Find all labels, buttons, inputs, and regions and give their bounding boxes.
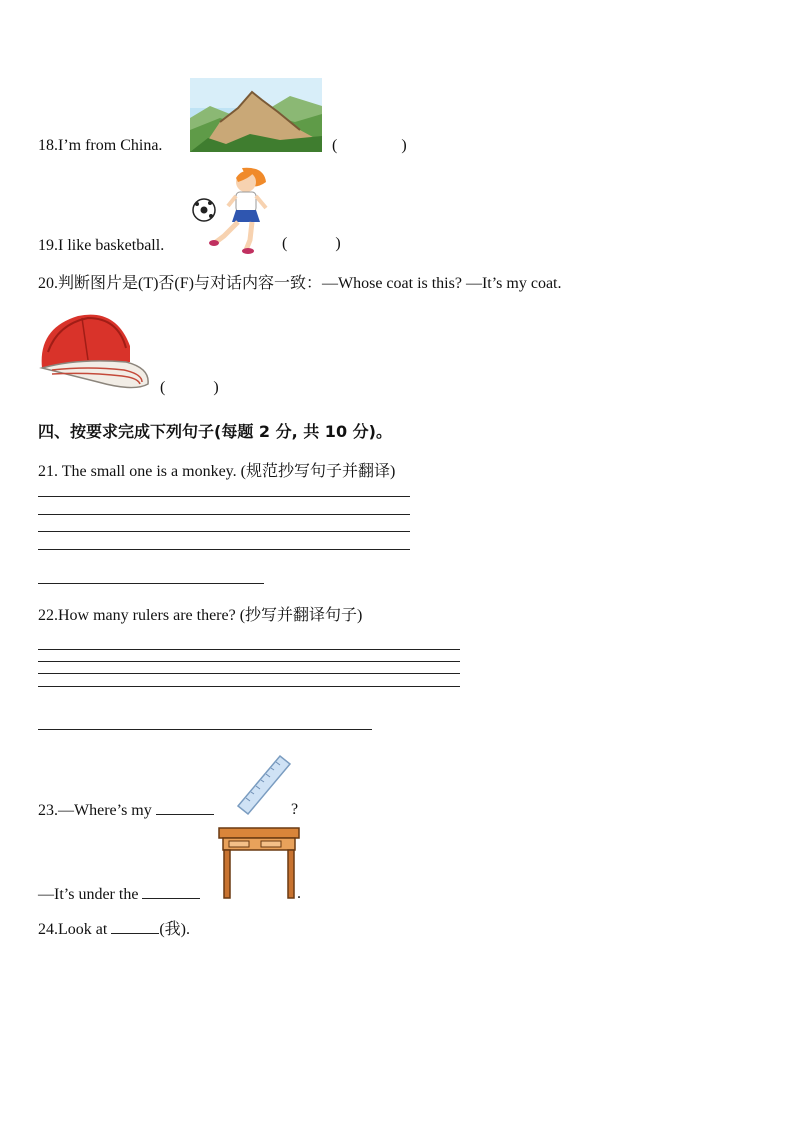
section-4-heading: 四、按要求完成下列句子(每题 2 分, 共 10 分)。 [38, 422, 392, 441]
q22-writing-line[interactable] [38, 649, 460, 650]
q23-line1 [38, 800, 214, 821]
q23-period: . [297, 885, 301, 902]
q21-writing-line[interactable] [38, 531, 410, 532]
q21-text: 21. The small one is a monkey. (规范抄写句子并翻译) [38, 463, 396, 480]
red-cap-image [38, 312, 152, 392]
q23-question-mark: ? [291, 801, 299, 818]
q24-prefix: 24.Look at [38, 921, 108, 938]
q21-writing-line[interactable] [38, 549, 410, 550]
q18-answer-bracket[interactable]: ( ) [332, 137, 407, 154]
q22-writing-line[interactable] [38, 686, 460, 687]
girl-football-image [190, 166, 272, 254]
ruler-image [232, 754, 294, 814]
q22-writing-line[interactable] [38, 661, 460, 662]
q22-translation-line[interactable] [38, 729, 372, 730]
q24-line [38, 919, 190, 940]
q22-text: 22.How many rulers are there? (抄写并翻译句子) [38, 607, 363, 624]
q21-writing-line[interactable] [38, 514, 410, 515]
q22-writing-line[interactable] [38, 673, 460, 674]
q23-blank-2[interactable] [142, 884, 200, 899]
q23-question-prefix: 23.—Where’s my [38, 802, 152, 819]
q21-translation-line[interactable] [38, 583, 264, 584]
q21-writing-line[interactable] [38, 496, 410, 497]
q19-text: 19.I like basketball. [38, 237, 165, 254]
q24-blank[interactable] [111, 919, 159, 934]
q18-text: 18.I’m from China. [38, 137, 163, 154]
desk-image [219, 826, 299, 900]
q20-text: 20.判断图片是(T)否(F)与对话内容一致：—Whose coat is this? —It’s my coat. [38, 275, 562, 292]
q23-line2 [38, 884, 200, 905]
q24-suffix: (我). [159, 921, 190, 938]
q23-blank-1[interactable] [156, 800, 214, 815]
q20-answer-bracket[interactable]: ( ) [160, 379, 219, 396]
q23-answer-prefix: —It’s under the [38, 886, 139, 903]
q19-answer-bracket[interactable]: ( ) [282, 235, 341, 252]
great-wall-image [190, 78, 322, 152]
